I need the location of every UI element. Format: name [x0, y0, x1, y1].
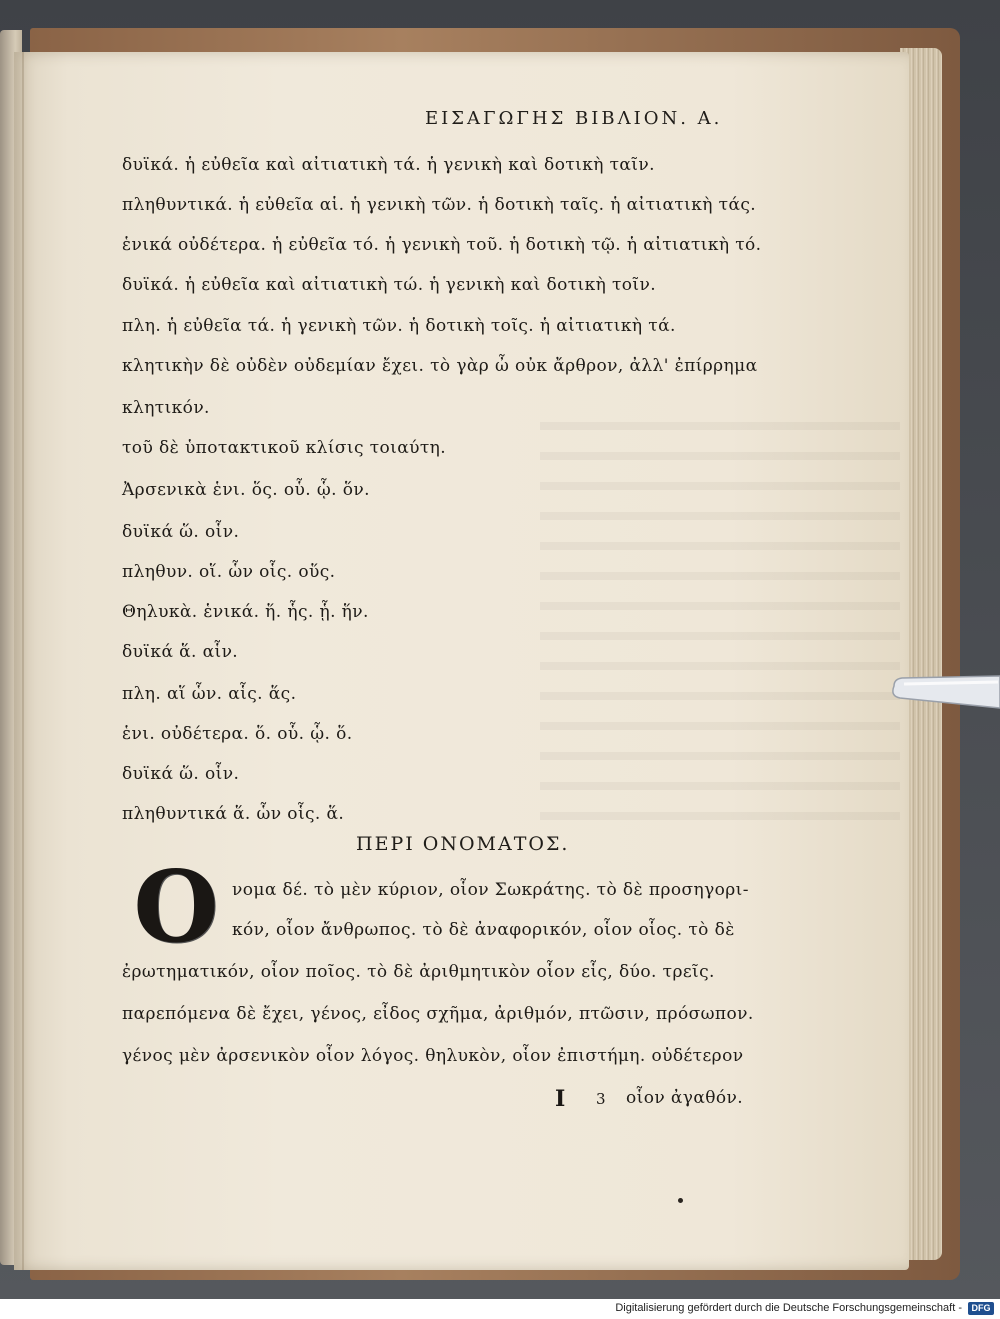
text-line: πλη. ἡ εὐθεῖα τά. ἡ γενικὴ τῶν. ἡ δοτικὴ τοῖς. ἡ αἰτιατικὴ τά.: [122, 316, 676, 336]
text-line: γένος μὲν ἀρσενικὸν οἷον λόγος. θηλυκὸν, οἷον ἐπιστήμη. οὐδέτερον: [122, 1046, 744, 1066]
dfg-logo: DFG: [968, 1302, 994, 1315]
text-line: τοῦ δὲ ὑποτακτικοῦ κλίσις τοιαύτη.: [122, 438, 447, 458]
page-gutter: [22, 52, 24, 1270]
text-line: Ἀρσενικὰ ἑνι. ὅς. οὗ. ᾧ. ὅν.: [122, 480, 370, 500]
text-line: ἑνι. οὐδέτερα. ὅ. οὗ. ᾧ. ὅ.: [122, 724, 353, 744]
text-line: πληθυντικά. ἡ εὐθεῖα αἱ. ἡ γενικὴ τῶν. ἡ δοτικὴ ταῖς. ἡ αἰτιατικὴ τάς.: [122, 195, 757, 215]
ink-dot: [678, 1198, 683, 1203]
text-line: δυϊκά. ἡ εὐθεῖα καὶ αἰτιατικὴ τώ. ἡ γενικὴ καὶ δοτικὴ τοῖν.: [122, 275, 657, 295]
signature-mark: I: [555, 1086, 566, 1112]
text-line: κλητικὴν δὲ οὐδὲν οὐδεμίαν ἔχει. τὸ γὰρ ὦ οὐκ ἄρθρον, ἀλλ' ἐπίρρημα: [122, 356, 758, 376]
text-line: κλητικόν.: [122, 398, 210, 418]
text-line: πλη. αἵ ὧν. αἷς. ἅς.: [122, 684, 297, 704]
text-line: πληθυντικά ἅ. ὧν οἷς. ἅ.: [122, 804, 345, 824]
signature-number: 3: [596, 1090, 606, 1108]
catchword: οἷον ἀγαθόν.: [626, 1088, 744, 1108]
text-line: δυϊκά ὥ. οἷν.: [122, 522, 240, 542]
bookmark-strip-icon: [890, 668, 1000, 714]
text-line: δυϊκά. ἡ εὐθεῖα καὶ αἰτιατικὴ τά. ἡ γενικὴ καὶ δοτικὴ ταῖν.: [122, 155, 655, 175]
text-line: πληθυν. οἵ. ὧν οἷς. οὕς.: [122, 562, 336, 582]
text-line: ἐρωτηματικόν, οἷον ποῖος. τὸ δὲ ἀριθμητικὸν οἷον εἷς, δύο. τρεῖς.: [122, 962, 715, 982]
section-heading: ΠΕΡΙ ΟΝΟΜΑΤΟΣ.: [356, 833, 570, 855]
text-line: παρεπόμενα δὲ ἔχει, γένος, εἶδος σχῆμα, ἀριθμόν, πτῶσιν, πρόσωπον.: [122, 1004, 754, 1024]
text-line: δυϊκά ὥ. οἷν.: [122, 764, 240, 784]
text-line: Θηλυκὰ. ἑνικά. ἥ. ἧς. ᾗ. ἥν.: [122, 602, 369, 622]
show-through-texture: [540, 400, 900, 820]
drop-cap-initial: Ο: [133, 850, 219, 965]
text-line: κόν, οἷον ἄνθρωπος. τὸ δὲ ἀναφορικόν, οἷον οἷος. τὸ δὲ: [232, 920, 735, 940]
text-line: δυϊκά ἅ. αἷν.: [122, 642, 239, 662]
footer-bar: [0, 1299, 1000, 1319]
text-line: ἑνικά οὐδέτερα. ἡ εὐθεῖα τό. ἡ γενικὴ τοῦ. ἡ δοτικὴ τῷ. ἡ αἰτιατικὴ τό.: [122, 235, 762, 255]
text-line: νομα δέ. τὸ μὲν κύριον, οἷον Σωκράτης. τὸ δὲ προσηγορι-: [232, 880, 749, 900]
footer-credit: Digitalisierung gefördert durch die Deutsche Forschungsgemeinschaft -: [615, 1302, 962, 1314]
running-head: ΕΙΣΑΓΩΓΗΣ ΒΙΒΛΙΟΝ. Α.: [425, 108, 723, 129]
